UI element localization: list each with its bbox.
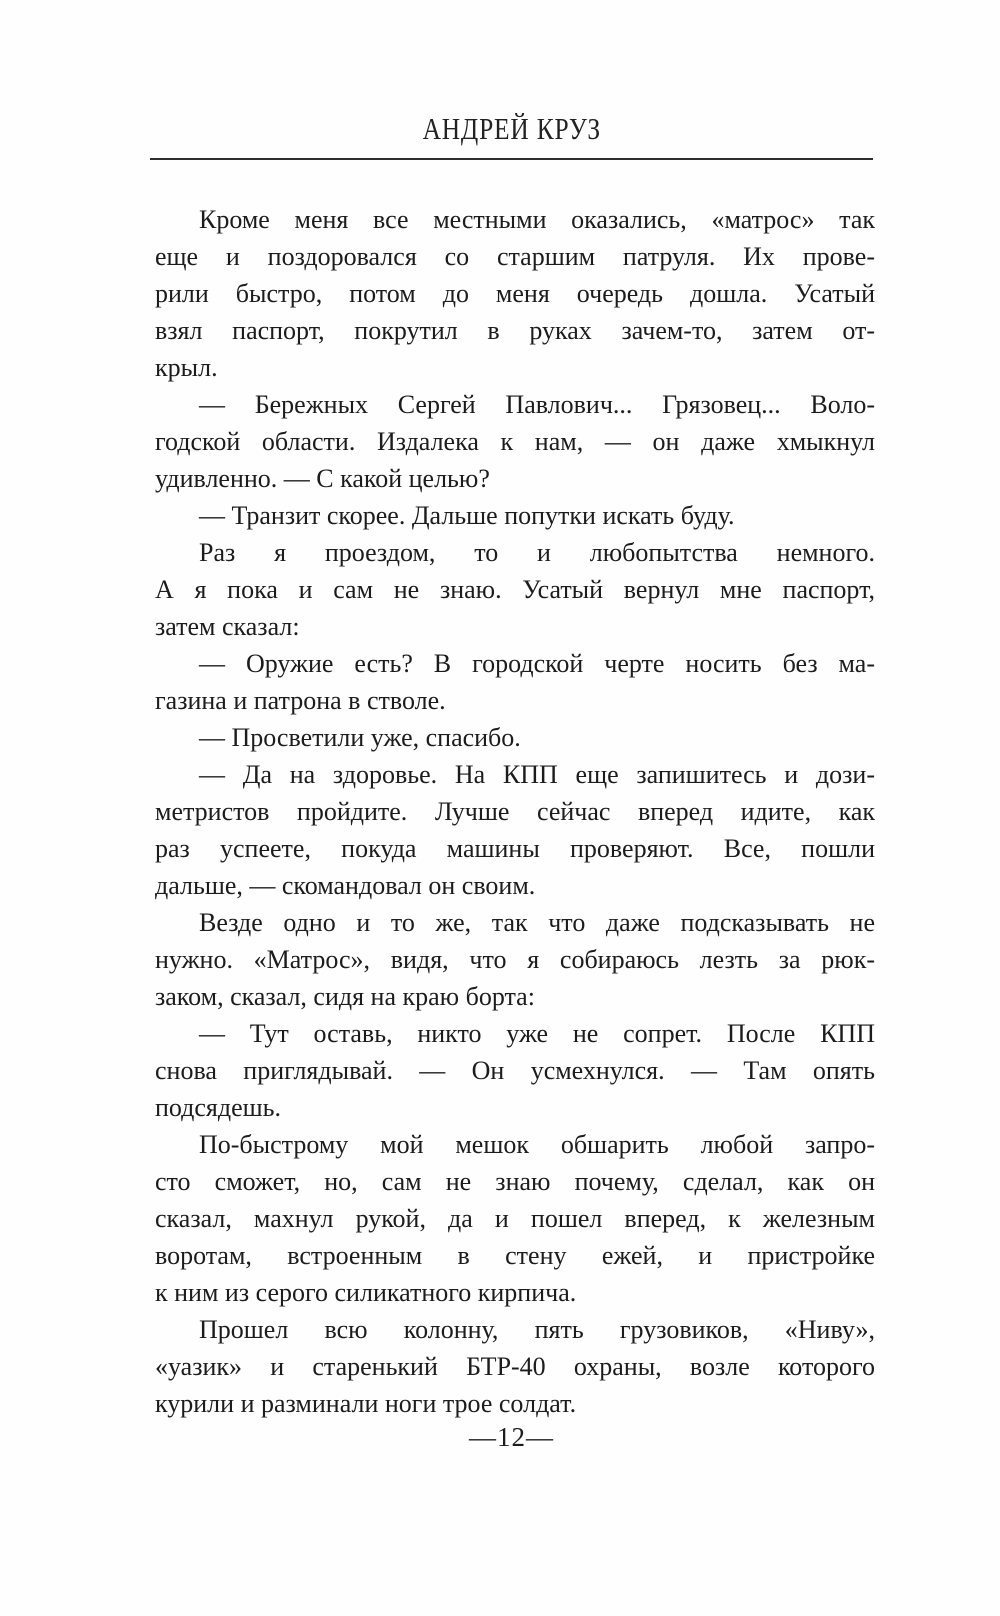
paragraph [155,719,875,756]
text-line: еще и поздоровался со старшим патруля. Их прове- [155,242,875,271]
text-line: Прошел всю колонну, пять грузовиков, «Ниву», [199,1315,875,1344]
text-line: сказал, махнул рукой, да и пошел вперед, к железным [155,1204,875,1233]
running-header [150,112,873,146]
text-line: курили и разминали ноги трое солдат. [155,1389,577,1418]
text-line: удивленно. — С какой целью? [155,464,490,493]
text-line: — Транзит скорее. Дальше попутки искать буду. [199,501,735,530]
paragraph [155,904,875,1015]
text-line: рили быстро, потом до меня очередь дошла. Усатый [155,279,875,308]
text-line: Везде одно и то же, так что даже подсказывать не [199,908,875,937]
text-line: затем сказал: [155,612,300,641]
header-rule [150,158,873,160]
text-line: — Тут оставь, никто уже не сопрет. После КПП [199,1019,875,1048]
text-line: годской области. Издалека к нам, — он даже хмыкнул [155,427,875,456]
author-header: АНДРЕЙ КРУЗ [422,111,601,146]
text-line: подсядешь. [155,1093,282,1122]
text-line: Раз я проездом, то и любопытства немного. [199,538,875,567]
text-line: — Просветили уже, спасибо. [199,723,521,752]
text-line: А я пока и сам не знаю. Усатый вернул мне паспорт, [155,575,875,604]
text-line: нужно. «Матрос», видя, что я собираюсь лезть за рюк- [155,945,875,974]
text-line: к ним из серого силикатного кирпича. [155,1278,577,1307]
text-line: воротам, встроенным в стену ежей, и пристройке [155,1241,875,1270]
text-line: раз успеете, покуда машины проверяют. Все, пошли [155,834,875,863]
paragraph [155,756,875,904]
text-line: снова приглядывай. — Он усмехнулся. — Там опять [155,1056,875,1085]
text-line: — Бережных Сергей Павлович... Грязовец... Воло- [199,390,875,419]
text-line: крыл. [155,353,218,382]
text-line: взял паспорт, покрутил в руках зачем-то, затем от- [155,316,875,345]
text-line: метристов пройдите. Лучше сейчас вперед идите, как [155,797,875,826]
paragraph [155,534,875,645]
paragraph [155,645,875,719]
text-body [155,201,875,1422]
text-line: дальше, — скомандовал он своим. [155,871,536,900]
text-line: По-быстрому мой мешок обшарить любой запро- [199,1130,875,1159]
paragraph [155,1015,875,1126]
paragraph [155,1126,875,1311]
text-line: газина и патрона в стволе. [155,686,446,715]
text-line: «уазик» и старенький БТР-40 охраны, возле которого [155,1352,875,1381]
paragraph [155,386,875,497]
paragraph [155,497,875,534]
text-line: — Оружие есть? В городской черте носить без ма- [199,649,875,678]
text-line: Кроме меня все местными оказались, «матрос» так [199,205,875,234]
text-line: сто сможет, но, сам не знаю почему, сделал, как он [155,1167,875,1196]
paragraph [155,201,875,386]
page-number: —12— [469,1422,554,1452]
text-line: заком, сказал, сидя на краю борта: [155,982,535,1011]
paragraph [155,1311,875,1422]
text-line: — Да на здоровье. На КПП еще запишитесь и дози- [199,760,875,789]
